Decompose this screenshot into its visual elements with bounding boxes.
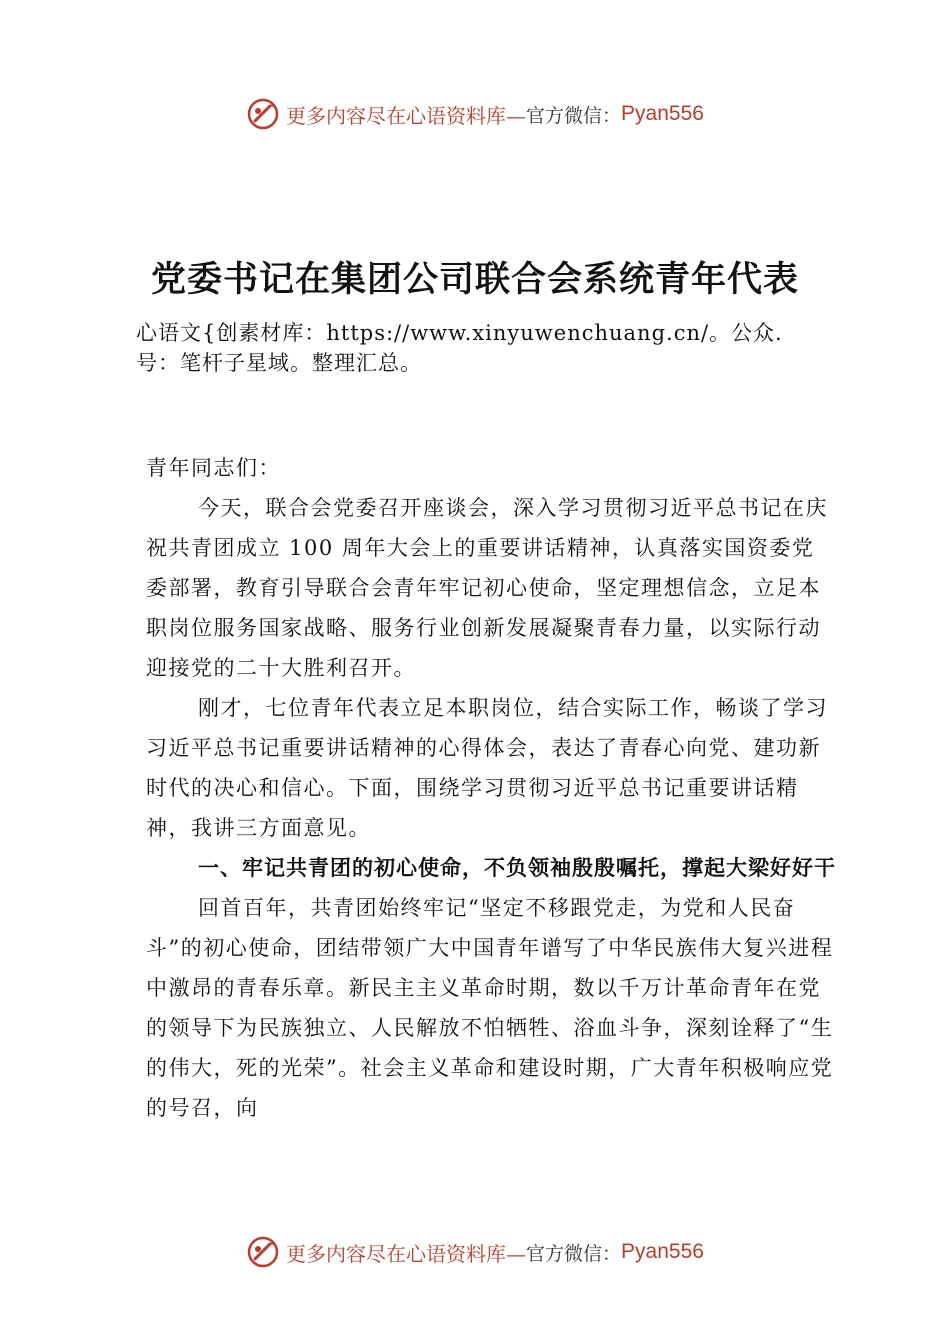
banner-wechat-label: 官方微信： (526, 104, 622, 127)
footer-banner (0, 1232, 950, 1272)
greeting: 青年同志们： (146, 456, 281, 480)
banner-wechat-id: Pyan556 (621, 1240, 704, 1263)
section-heading: 一、牢记共青团的初心使命，不负领袖殷殷嘱托，撑起大梁好好干 (198, 856, 836, 880)
banner-brand-text: 更多内容尽在心语资料库— (286, 103, 527, 128)
banner-wechat-id: Pyan556 (621, 102, 704, 125)
banner-brand-text: 更多内容尽在心语资料库— (286, 1241, 527, 1266)
brand-logo-icon (246, 1235, 280, 1269)
paragraph: 刚才，七位青年代表立足本职岗位，结合实际工作，畅谈了学习习近平总书记重要讲话精神的心得体会，表达了青春心向党、建功新时代的决心和信心。下面，围绕学习贯彻习近平总书记重要讲话精神，我讲三方面意见。 (146, 696, 828, 840)
brand-logo-icon (246, 97, 280, 131)
banner-wechat-label: 官方微信： (526, 1242, 622, 1265)
document-body (146, 448, 836, 1128)
paragraph: 回首百年，共青团始终牢记“坚定不移跟党走，为党和人民奋斗”的初心使命，团结带领广大中国青年谱写了中华民族伟大复兴进程中激昂的青春乐章。新民主主义革命时期，数以千万计革命青年在党的领导下为民族独立、人民解放不怕牺牲、浴血斗争，深刻诠释了“生的伟大，死的光荣”。社会主义革命和建设时期，广大青年积极响应党的号召，向 (146, 896, 834, 1120)
document-title: 党委书记在集团公司联合会系统青年代表 (150, 259, 799, 300)
header-banner (0, 94, 950, 134)
paragraph: 今天，联合会党委召开座谈会，深入学习贯彻习近平总书记在庆祝共青团成立 100 周年大会上的重要讲话精神，认真落实国资委党委部署，教育引导联合会青年牢记初心使命，坚定理想信念，立足本职岗位服务国家战略、服务行业创新发展凝聚青春力量，以实际行动迎接党的二十大胜利召开。 (146, 496, 828, 680)
source-note: 心语文{创素材库：https://www.xinyuwenchuang.cn/。公众.号：笔杆子星域。整理汇总。 (136, 321, 783, 375)
